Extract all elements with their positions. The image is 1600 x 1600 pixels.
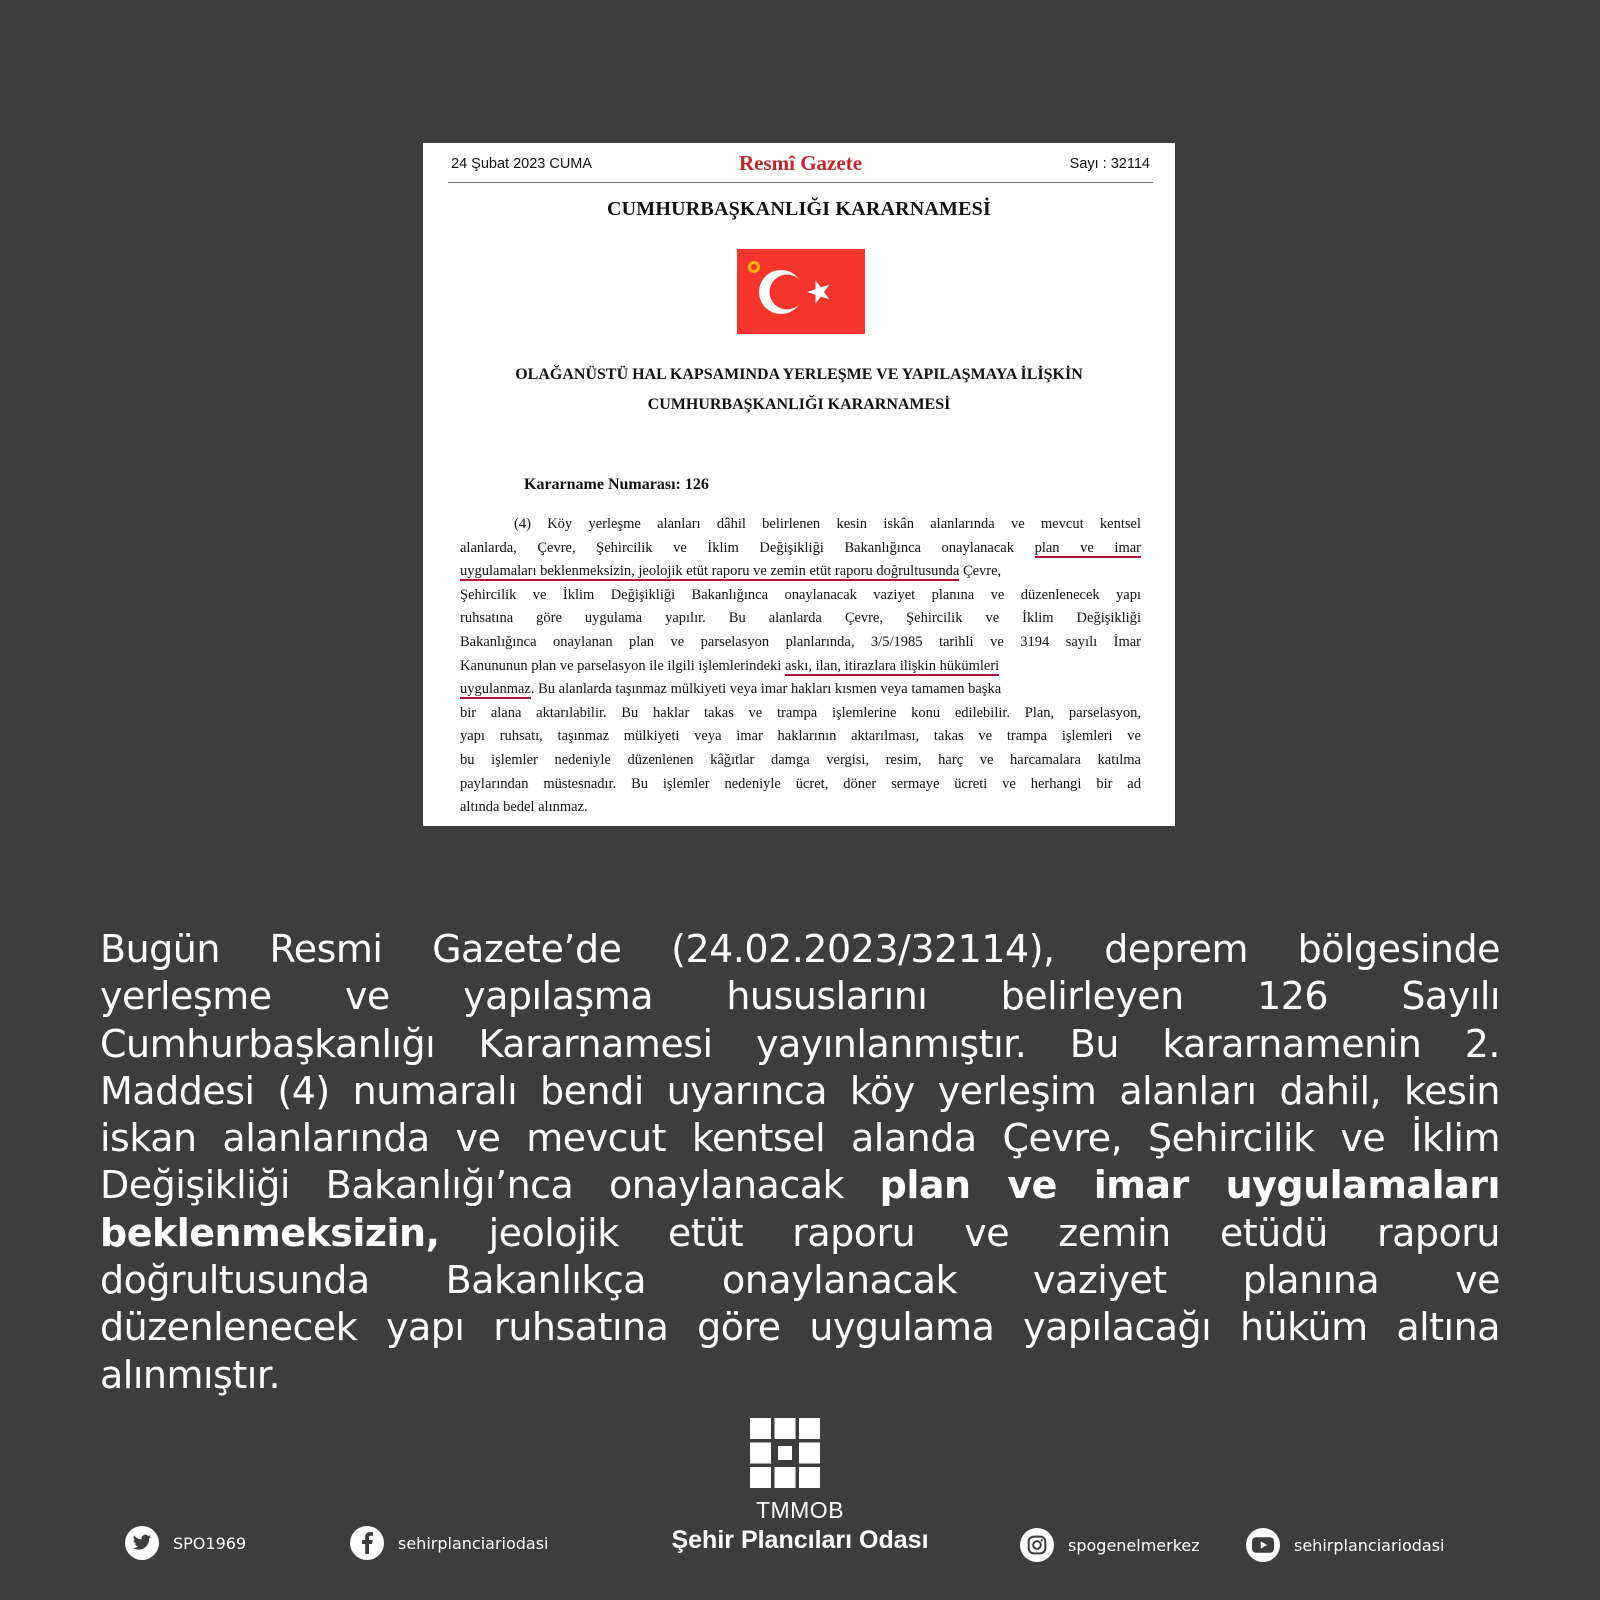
twitter-icon [125,1526,159,1560]
underlined-text: uygulamaları beklenmeksizin, jeolojik etüt raporu ve zemin etüt raporu doğrultusunda [460,563,960,580]
social-twitter[interactable] [125,1526,246,1560]
article-line [460,537,1141,561]
article-line [460,678,1141,702]
announcement-line: doğrultusunda Bakanlıkça onaylanacak vaziyet planına ve [100,1258,1500,1303]
article-line: bir alana aktarılabilir. Bu haklar takas ve trampa işlemlerine konu edilebilir. Plan, parselasyon, [460,704,1141,721]
announcement-bold-text: plan ve imar uygulamaları [879,1163,1500,1208]
article-line: altında bedel alınmaz. [460,799,588,816]
article-text: alanlarda, Çevre, Şehircilik ve İklim Değişikliği Bakanlığınca onaylanacak [460,539,1014,556]
instagram-handle: spogenelmerkez [1068,1535,1200,1555]
gazette-name: Resmî Gazete [738,151,863,175]
decree-title-line1: OLAĞANÜSTÜ HAL KAPSAMINDA YERLEŞME VE YAPILAŞMAYA İLİŞKİN [515,366,1083,383]
article-text: Kanununun plan ve parselasyon ile ilgili işlemlerindeki [460,657,785,674]
announcement-line [100,1210,1500,1257]
article-line: Bakanlığınca onaylanan plan ve parselasyon planlarında, 3/5/1985 tarihli ve 3194 sayılı İmar [460,633,1141,650]
social-facebook[interactable] [350,1526,549,1560]
article-line: yapı ruhsatı, taşınmaz mülkiyeti veya imar haklarının aktarılması, takas ve trampa işlemleri ve [460,728,1141,745]
decree-number-value: 126 [684,476,709,493]
announcement-line [100,1162,1500,1209]
announcement-paragraph [100,926,1500,1399]
instagram-icon [1020,1528,1054,1562]
announcement-text: jeolojik etüt raporu ve zemin etüdü raporu [439,1210,1500,1255]
announcement-line: yerleşme ve yapılaşma hususlarını belirleyen 126 Sayılı [100,974,1500,1019]
article-line: bu işlemler nedeniyle düzenlenen kâğıtlar damga vergisi, resim, harç ve harcamalara katılma [460,751,1141,768]
social-instagram[interactable] [1020,1528,1200,1562]
underlined-text: askı, ilan, itirazlara ilişkin hükümleri [784,657,1000,674]
article-line: (4) Köy yerleşme alanları dâhil belirlenen kesin iskân alanlarında ve mevcut kentsel [514,516,1141,532]
decree-title-line2: CUMHURBAŞKANLIĞI KARARNAMESİ [647,396,951,413]
underlined-text: plan ve imar [1034,539,1141,556]
twitter-handle: SPO1969 [173,1533,247,1553]
gazette-date: 24 Şubat 2023 CUMA [451,156,593,172]
announcement-text: Değişikliği Bakanlığı’nca onaylanacak [100,1163,880,1208]
announcement-line: alınmıştır. [100,1352,281,1397]
article-line [460,560,1141,584]
underlined-text: uygulanmaz [460,681,531,698]
announcement-line: düzenlenecek yapı ruhsatına göre uygulama yapılacağı hüküm altına [100,1305,1500,1350]
facebook-icon [350,1526,384,1560]
header-divider [448,182,1153,183]
announcement-line: Bugün Resmi Gazete’de (24.02.2023/32114), deprem bölgesinde [100,927,1500,971]
youtube-handle: sehirplanciariodasi [1294,1535,1445,1555]
decree-number-label: Kararname Numarası: [524,476,681,493]
article-line: Şehircilik ve İklim Değişikliği Bakanlığınca onaylanacak vaziyet planına ve düzenlenecek yapı [460,586,1141,603]
turkish-flag-icon [737,249,865,334]
gazette-document [423,143,1175,826]
youtube-icon [1246,1528,1280,1562]
social-youtube[interactable] [1246,1528,1445,1562]
decree-number [520,476,709,494]
article-text: . Bu alanlarda taşınmaz mülkiyeti veya imar hakları kısmen veya tamamen başka [530,681,1002,698]
announcement-line: iskan alanlarında ve mevcut kentsel alanda Çevre, Şehircilik ve İklim [100,1116,1500,1161]
decree-article-text [460,513,1141,820]
article-text: Çevre, [959,563,1002,580]
article-line: ruhsatına göre uygulama yapılır. Bu alanlarda Çevre, Şehircilik ve İklim Değişikliği [460,610,1141,627]
article-line: paylarından müstesnadır. Bu işlemler nedeniyle ücret, döner sermaye ücreti ve herhangi bir ad [460,775,1141,792]
decree-title [423,360,1175,420]
article-line [460,655,1141,679]
gazette-issue-number: Sayı : 32114 [1069,156,1150,172]
org-name-tmmob: TMMOB [755,1497,845,1523]
facebook-handle: sehirplanciariodasi [398,1533,549,1553]
announcement-line: Cumhurbaşkanlığı Kararnamesi yayınlanmıştır. Bu kararnamenin 2. [100,1021,1500,1066]
gazette-header [448,153,1153,183]
announcement-bold-text: beklenmeksizin, [100,1210,440,1255]
decree-type-heading: CUMHURBAŞKANLIĞI KARARNAMESİ [607,198,991,220]
org-name-spo: Şehir Plancıları Odası [671,1526,929,1554]
spo-logo-icon [750,1418,820,1488]
announcement-line: Maddesi (4) numaralı bendi uyarınca köy yerleşim alanları dahil, kesin [100,1068,1500,1113]
